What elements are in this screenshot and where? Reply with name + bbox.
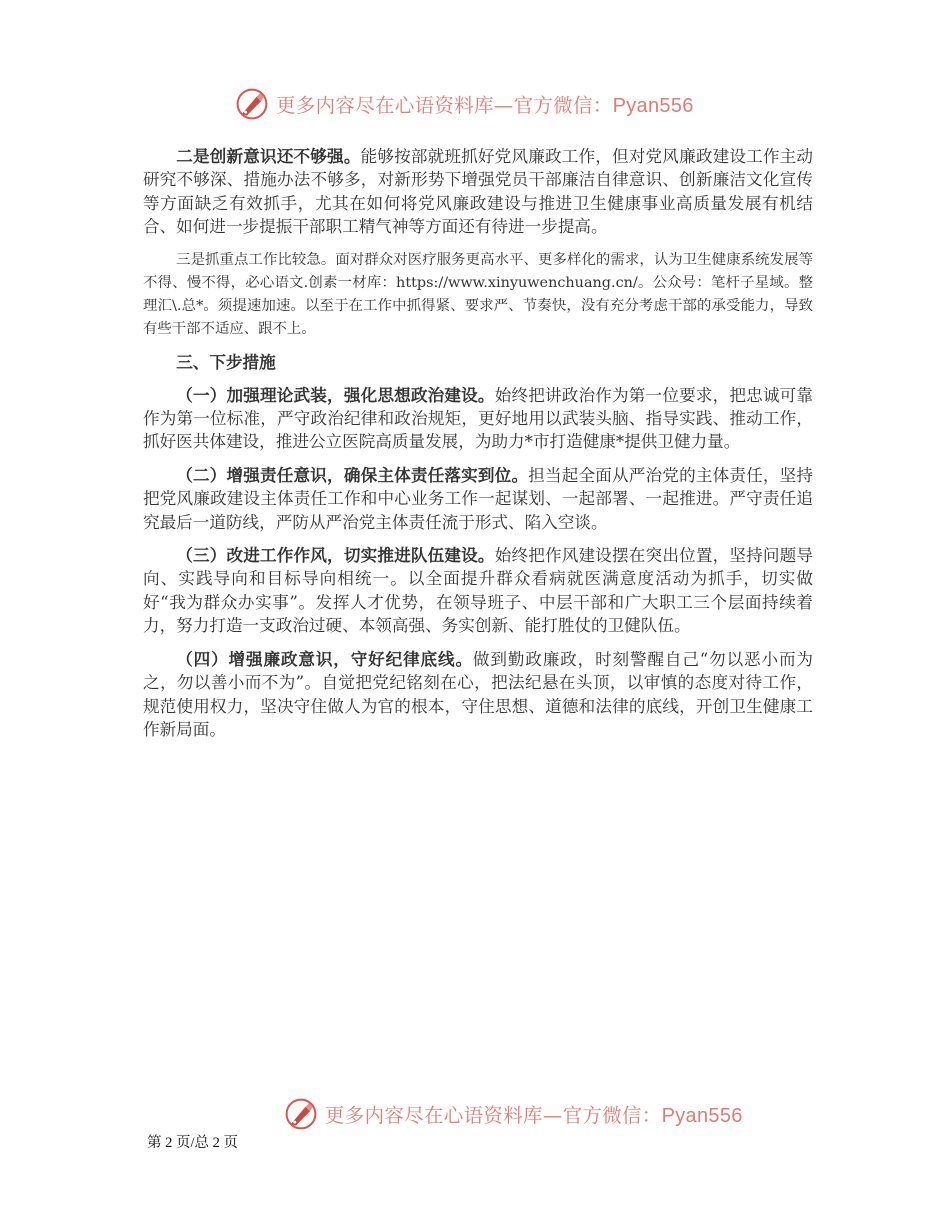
document-body	[143, 145, 813, 751]
paragraph	[143, 249, 813, 341]
pen-nib-logo-icon	[234, 86, 270, 122]
banner-text: 更多内容尽在心语资料库—官方微信：Pyan556	[325, 1104, 743, 1127]
measure-lead: （二）增强责任意识，确保主体责任落实到位。	[176, 464, 529, 485]
wechat-id: Pyan556	[661, 1105, 743, 1127]
paragraph-lead: 二是创新意识还不够强。	[176, 146, 361, 166]
measure-paragraph	[143, 384, 813, 454]
measure-body: 做到勤政廉政，时刻警醒自己“勿以恶小而为之，勿以善小而不为”。自觉把党纪铭刻在心，把法纪悬在头顶，以审慎的态度对待工作，规范使用权力，坚决守住做人为官的根本，守住思想、道德和法律的底线，开创卫生健康工作新局面。	[143, 649, 814, 739]
measure-lead: （四）增强廉政意识，守好纪律底线。	[176, 648, 473, 669]
page-number: 第 2 页/总 2 页	[147, 1135, 239, 1151]
measure-paragraph	[143, 648, 813, 742]
banner-text: 更多内容尽在心语资料库—官方微信：Pyan556	[276, 94, 694, 117]
measure-paragraph	[143, 464, 813, 534]
pen-nib-logo-icon	[283, 1096, 319, 1132]
paragraph-body: 能够按部就班抓好党风廉政工作，但对党风廉政建设工作主动研究不够深、措施办法不够多，对新形势下增强党员干部廉洁自律意识、创新廉洁文化宣传等方面缺乏有效抓手，尤其在如何将党风廉政建设与推进卫生健康事业高质量发展有机结合、如何进一步提振干部职工精气神等方面还有待进一步提高。	[143, 147, 813, 237]
wechat-id: Pyan556	[612, 95, 694, 117]
section-heading: 三、下步措施	[176, 351, 276, 372]
measure-body: 担当起全面从严治党的主体责任，坚持把党风廉政建设主体责任工作和中心业务工作一起谋划、一起部署、一起推进。严守责任追究最后一道防线，严防从严治党主体责任流于形式、陷入空谈。	[143, 465, 813, 532]
measure-body: 始终把作风建设摆在突出位置，坚持问题导向、实践导向和目标导向相统一。以全面提升群众看病就医满意度活动为抓手，切实做好“我为群众办实事”。发挥人才优势，在领导班子、中层干部和广大职工三个层面持续着力，努力打造一支政治过硬、本领高强、务实创新、能打胜仗的卫健队伍。	[143, 546, 814, 636]
paragraph-body: 三是抓重点工作比较急。面对群众对医疗服务更高水平、更多样化的需求，认为卫生健康系统发展等不得、慢不得，必心语文.创素一材库：https://www.xinyuwenchuang.cn/。公众号：笔杆子星域。整理汇\.总*。须提速加速。以至于在工作中抓得紧、要求严、节奏快，没有充分考虑干部的承受能力，导致有些干部不适应、跟不上。	[143, 251, 813, 337]
header-banner	[0, 84, 950, 124]
measure-paragraph	[143, 544, 813, 638]
paragraph	[143, 145, 813, 239]
measure-body: 始终把讲政治作为第一位要求，把忠诚可靠作为第一位标准，严守政治纪律和政治规矩，更好地用以武装头脑、指导实践、推动工作，抓好医共体建设，推进公立医院高质量发展，为助力*市打造健康*提供卫健力量。	[143, 385, 814, 452]
measure-lead: （一）加强理论武装，强化思想政治建设。	[176, 384, 495, 405]
footer-banner	[0, 1094, 950, 1134]
measure-lead: （三）改进工作作风，切实推进队伍建设。	[176, 545, 495, 566]
